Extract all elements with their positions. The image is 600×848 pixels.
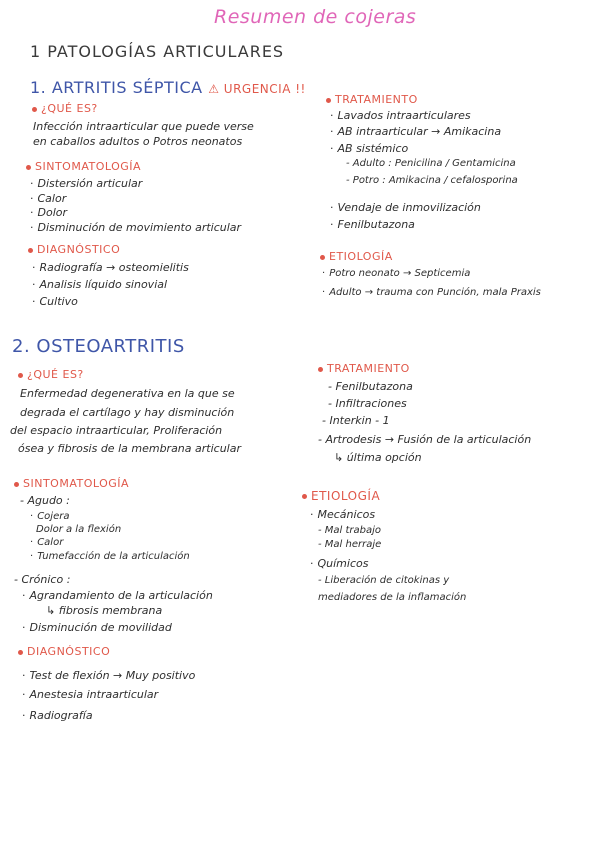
osteo-etiologia-label: ETIOLOGÍA (302, 489, 380, 503)
agudo-item: · Calor (30, 535, 63, 550)
agudo-item: Dolor a la flexión (36, 524, 122, 535)
diagnostico-item: · Anestesia intraarticular (22, 687, 158, 702)
bullet-dot (32, 107, 37, 112)
osteo-tratamiento-label: TRATAMIENTO (318, 362, 410, 375)
artritis-title (30, 78, 306, 97)
bullet-dot (28, 248, 33, 253)
osteo-sintomatologia-label: SINTOMATOLOGÍA (14, 477, 129, 490)
osteo-que-es-line-2: degrada el cartílago y hay disminución (20, 406, 235, 419)
mecanicos-label: · Mecánicos (310, 507, 375, 522)
bullet-dot (18, 650, 23, 655)
tratamiento-item: · Fenilbutazona (330, 217, 415, 232)
cronico-item: · Agrandamiento de la articulación (22, 588, 213, 603)
tratamiento-item: · AB intraarticular → Amikacina (330, 124, 501, 139)
diagnostico-item: · Radiografía → osteomielitis (32, 260, 189, 275)
page-title: Resumen de cojeras (214, 6, 417, 28)
agudo-label: - Agudo : (20, 494, 70, 507)
cronico-label: - Crónico : (14, 573, 71, 586)
tratamiento-item: · Lavados intraarticulares (330, 108, 471, 123)
artritis-title-text: 1. ARTRITIS SÉPTICA (30, 78, 203, 97)
agudo-item: · Cojera (30, 509, 69, 524)
osteo-tratamiento-item: - Interkin - 1 (322, 414, 390, 427)
osteo-que-es-line-3: del espacio intraarticular, Proliferación (10, 424, 223, 437)
osteo-tratamiento-item: - Fenilbutazona (328, 380, 413, 393)
artrodesis-note: ↳ última opción (334, 451, 422, 464)
diagnostico-item: · Test de flexión → Muy positivo (22, 668, 195, 683)
artritis-tratamiento-label: TRATAMIENTO (326, 93, 418, 106)
cronico-item: · Disminución de movilidad (22, 620, 172, 635)
sintoma-item: · Disminución de movimiento articular (30, 220, 241, 235)
bullet-dot (318, 367, 323, 372)
diagnostico-item: · Radiografía (22, 708, 93, 723)
etiologia-item: · Adulto → trauma con Punción, mala Praxis (322, 285, 541, 300)
osteo-tratamiento-item: - Infiltraciones (328, 397, 407, 410)
ab-adulto: - Adulto : Penicilina / Gentamicina (346, 158, 516, 169)
osteo-que-es-line-1: Enfermedad degenerativa en la que se (20, 387, 235, 400)
bullet-dot (18, 373, 23, 378)
artritis-que-es-label: ¿QUÉ ES? (32, 102, 98, 115)
urgencia-warning: ⚠ URGENCIA !! (208, 82, 306, 96)
diagnostico-item: · Analisis líquido sinovial (32, 277, 167, 292)
cronico-item: ↳ fibrosis membrana (46, 604, 163, 617)
artritis-que-es-line-1: Infección intraarticular que puede verse (33, 120, 254, 133)
mecanicos-item: - Mal herraje (318, 539, 382, 550)
osteoartritis-title: 2. OSTEOARTRITIS (12, 336, 185, 357)
quimicos-item: mediadores de la inflamación (318, 592, 467, 603)
tratamiento-item: · AB sistémico (330, 141, 408, 156)
artritis-diagnostico-label: DIAGNÓSTICO (28, 243, 120, 256)
bullet-dot (14, 482, 19, 487)
diagnostico-item: · Cultivo (32, 294, 78, 309)
section-heading: 1 PATOLOGÍAS ARTICULARES (30, 42, 285, 61)
agudo-item: · Tumefacción de la articulación (30, 549, 190, 564)
artritis-etiologia-label: ETIOLOGÍA (320, 250, 393, 263)
osteo-diagnostico-label: DIAGNÓSTICO (18, 645, 110, 658)
sintoma-item: · Distersión articular (30, 176, 142, 191)
sintoma-item: · Calor (30, 191, 66, 206)
sintoma-item: · Dolor (30, 205, 67, 220)
bullet-dot (302, 494, 307, 499)
mecanicos-item: - Mal trabajo (318, 525, 382, 536)
tratamiento-item: · Vendaje de inmovilización (330, 200, 481, 215)
artrodesis-item: - Artrodesis → Fusión de la articulación (318, 433, 532, 446)
quimicos-label: · Químicos (310, 556, 368, 571)
osteo-que-es-label: ¿QUÉ ES? (18, 368, 84, 381)
artritis-sintomatologia-label: SINTOMATOLOGÍA (26, 160, 141, 173)
etiologia-item: · Potro neonato → Septicemia (322, 266, 470, 281)
bullet-dot (326, 98, 331, 103)
bullet-dot (26, 165, 31, 170)
bullet-dot (320, 255, 325, 260)
artritis-que-es-line-2: en caballos adultos o Potros neonatos (33, 135, 243, 148)
osteo-que-es-line-4: ósea y fibrosis de la membrana articular (18, 442, 241, 455)
quimicos-item: - Liberación de citokinas y (318, 575, 450, 586)
ab-potro: - Potro : Amikacina / cefalosporina (346, 175, 518, 186)
